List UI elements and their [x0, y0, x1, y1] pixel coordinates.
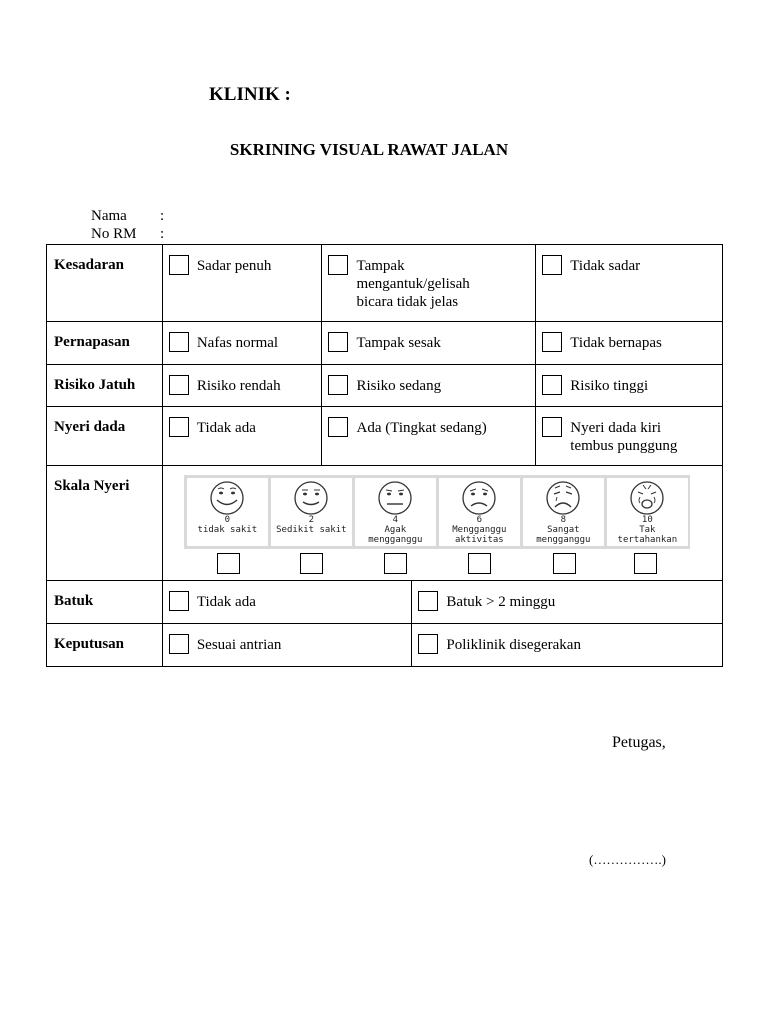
checkbox[interactable]: [169, 375, 189, 395]
option-risiko-sedang[interactable]: Risiko sedang: [322, 365, 535, 401]
slight-smile-face-icon: [283, 480, 339, 516]
checkbox[interactable]: [169, 332, 189, 352]
row-kesadaran: [47, 245, 723, 322]
option-nyeri-dada-kiri[interactable]: Nyeri dada kiri tembus punggung: [536, 407, 722, 461]
option-tidak-ada-batuk[interactable]: Tidak ada: [163, 581, 412, 617]
checkbox[interactable]: [542, 332, 562, 352]
option-risiko-tinggi[interactable]: Risiko tinggi: [536, 365, 722, 401]
crying-face-icon: [619, 480, 675, 516]
checkbox[interactable]: [169, 634, 189, 654]
row-pernapasan: [47, 322, 723, 365]
klinik-heading: KLINIK :: [209, 84, 291, 105]
pain-face-0: [187, 478, 268, 546]
pain-score-checkbox-2[interactable]: [300, 553, 323, 574]
pain-score-checkbox-10[interactable]: [634, 553, 657, 574]
option-tampak-sesak[interactable]: Tampak sesak: [322, 322, 535, 358]
checkbox[interactable]: [328, 255, 348, 275]
screening-table: [46, 244, 723, 667]
checkbox[interactable]: [169, 417, 189, 437]
page-title: SKRINING VISUAL RAWAT JALAN: [229, 140, 509, 159]
checkbox[interactable]: [328, 417, 348, 437]
row-label-keputusan: Keputusan: [47, 624, 163, 667]
pain-scale: [163, 466, 722, 580]
pain-face-2: [271, 478, 352, 546]
option-tidak-sadar[interactable]: Tidak sadar: [536, 245, 722, 281]
pain-face-caption: 0 tidak sakit: [197, 515, 258, 535]
row-label-kesadaran: Kesadaran: [47, 245, 163, 322]
pain-face-10: [607, 478, 688, 546]
pain-face-caption: 8 Sangat mengganggu: [536, 515, 591, 545]
pain-score-checkbox-6[interactable]: [468, 553, 491, 574]
pain-score-checkbox-8[interactable]: [553, 553, 576, 574]
petugas-label: Petugas,: [612, 734, 666, 751]
checkbox[interactable]: [169, 255, 189, 275]
nama-colon: :: [160, 208, 165, 224]
checkbox[interactable]: [328, 332, 348, 352]
frowning-face-icon: [451, 480, 507, 516]
checkbox[interactable]: [542, 375, 562, 395]
norm-colon: :: [160, 226, 165, 242]
row-skala-nyeri: [47, 466, 723, 581]
pain-face-caption: 6 Mengganggu aktivitas: [452, 515, 507, 545]
option-poliklinik-disegerakan[interactable]: Poliklinik disegerakan: [412, 624, 722, 660]
sad-face-icon: [535, 480, 591, 516]
pain-face-caption: 2 Sedikit sakit: [276, 515, 347, 535]
row-label-skala-nyeri: Skala Nyeri: [47, 466, 163, 581]
pain-face-8: [523, 478, 604, 546]
checkbox[interactable]: [542, 255, 562, 275]
nama-label: Nama: [91, 208, 127, 224]
pain-face-4: [355, 478, 436, 546]
row-risiko-jatuh: [47, 365, 723, 407]
neutral-face-icon: [367, 480, 423, 516]
checkbox[interactable]: [418, 591, 438, 611]
pain-face-6: [439, 478, 520, 546]
option-tampak-mengantuk[interactable]: Tampak mengantuk/gelisah bicara tidak jelas: [322, 245, 535, 317]
option-sesuai-antrian[interactable]: Sesuai antrian: [163, 624, 412, 660]
smiling-face-icon: [199, 480, 255, 516]
row-label-pernapasan: Pernapasan: [47, 322, 163, 365]
pain-face-caption: 4 Agak mengganggu: [368, 515, 423, 545]
row-keputusan: [47, 624, 723, 667]
option-risiko-rendah[interactable]: Risiko rendah: [163, 365, 322, 401]
option-tidak-ada-nyeri[interactable]: Tidak ada: [163, 407, 322, 443]
option-nafas-normal[interactable]: Nafas normal: [163, 322, 322, 358]
signature-line: (…………….): [589, 852, 666, 867]
checkbox[interactable]: [542, 417, 562, 437]
pain-score-checkbox-4[interactable]: [384, 553, 407, 574]
option-tidak-bernapas[interactable]: Tidak bernapas: [536, 322, 722, 358]
row-label-batuk: Batuk: [47, 581, 163, 624]
option-sadar-penuh[interactable]: Sadar penuh: [163, 245, 322, 281]
row-nyeri-dada: [47, 407, 723, 466]
checkbox[interactable]: [169, 591, 189, 611]
checkbox[interactable]: [328, 375, 348, 395]
option-ada-tingkat-sedang[interactable]: Ada (Tingkat sedang): [322, 407, 535, 443]
option-batuk-2-minggu[interactable]: Batuk > 2 minggu: [412, 581, 722, 617]
pain-face-caption: 10 Tak tertahankan: [617, 515, 678, 545]
checkbox[interactable]: [418, 634, 438, 654]
pain-score-checkbox-0[interactable]: [217, 553, 240, 574]
row-label-nyeri-dada: Nyeri dada: [47, 407, 163, 466]
pain-scale-strip: [184, 475, 690, 549]
norm-label: No RM: [91, 226, 137, 242]
row-label-risiko-jatuh: Risiko Jatuh: [47, 365, 163, 407]
row-batuk: [47, 581, 723, 624]
